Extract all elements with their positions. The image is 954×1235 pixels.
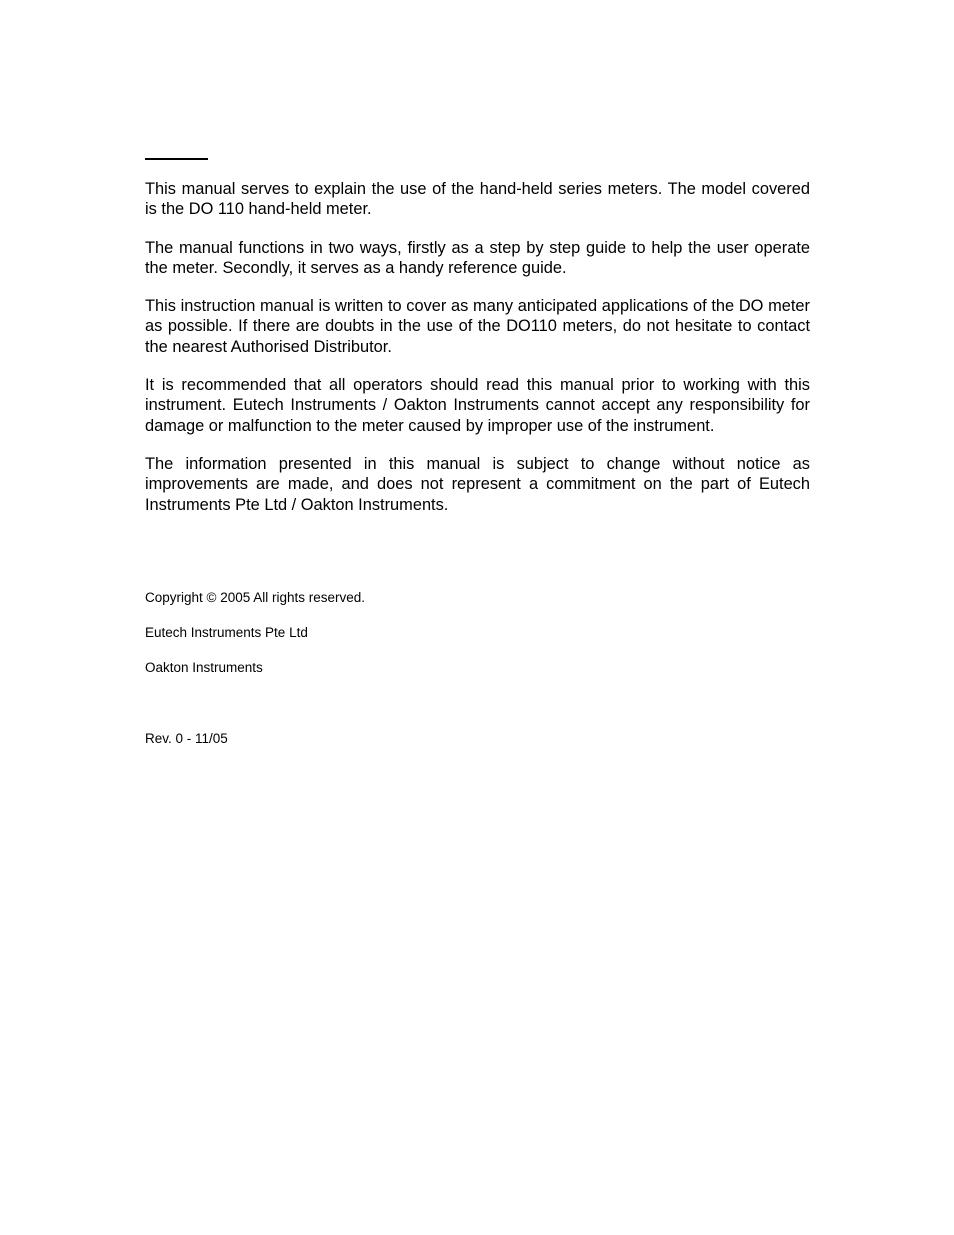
preface-paragraph: The manual functions in two ways, firstly as a step by step guide to help the user operate the meter. Secondly, it serves as a handy reference guide. xyxy=(145,238,810,277)
preface-paragraph: This instruction manual is written to cover as many anticipated applications of the DO meter as possible. If there are doubts in the use of the DO110 meters, do not hesitate to contact the nearest Authorised Distributor. xyxy=(145,297,810,356)
preface-body xyxy=(145,179,810,533)
preface-paragraph: This manual serves to explain the use of the hand-held series meters. The model covered is the DO 110 hand-held meter. xyxy=(145,180,810,219)
copyright-notice: Copyright © 2005 All rights reserved. xyxy=(145,590,366,605)
company-name-oakton: Oakton Instruments xyxy=(145,660,263,675)
preface-paragraph: It is recommended that all operators should read this manual prior to working with this instrument. Eutech Instruments / Oakton Instruments cannot accept any responsibility for damage or malfunction to the meter caused by improper use of the instrument. xyxy=(145,376,810,435)
company-name-eutech: Eutech Instruments Pte Ltd xyxy=(145,625,308,640)
revision-label: Rev. 0 - 11/05 xyxy=(145,731,228,746)
heading-rule xyxy=(145,158,208,160)
preface-paragraph: The information presented in this manual is subject to change without notice as improvements are made, and does not represent a commitment on the part of Eutech Instruments Pte Ltd / Oakton Instruments. xyxy=(145,454,810,514)
